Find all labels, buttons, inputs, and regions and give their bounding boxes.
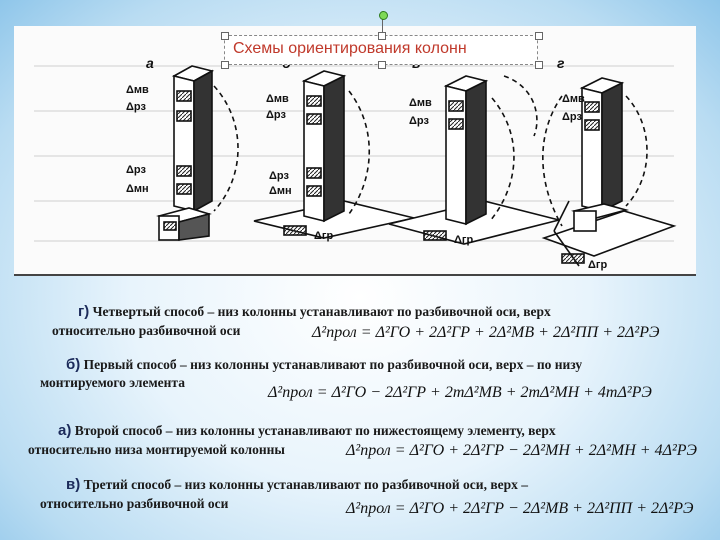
resize-handle-b[interactable] (378, 61, 386, 69)
resize-handle-br[interactable] (535, 61, 543, 69)
item-g-marker: г) (78, 303, 90, 320)
resize-handle-tr[interactable] (535, 32, 543, 40)
label-v-mv: Δмв (409, 97, 432, 109)
slide-title: Схемы ориентирования колонн (233, 40, 467, 57)
label-b-rz2: Δрз (269, 170, 289, 182)
item-v-line1 (66, 476, 528, 493)
label-b-gr: Δгр (314, 230, 334, 242)
item-b-line2: монтируемого элемента (40, 375, 185, 390)
item-v-text: Третий способ – низ колонны устанавливают по разбивочной оси, верх – (83, 477, 528, 492)
label-a-rz: Δрз (126, 101, 146, 113)
label-b-rz: Δрз (266, 109, 286, 121)
label-g-mv: Δмв (562, 93, 585, 105)
formula-b: Δ²прол = Δ²ГО − 2Δ²ГР + 2mΔ²МВ + 2mΔ²МН + 4mΔ²РЭ (268, 384, 652, 401)
resize-handle-bl[interactable] (221, 61, 229, 69)
label-v-gr: Δгр (454, 234, 474, 246)
label-b-mn: Δмн (269, 185, 292, 197)
item-v-line2: относительно разбивочной оси (40, 496, 229, 511)
resize-handle-t[interactable] (378, 32, 386, 40)
item-a-text: Второй способ – низ колонны устанавливают по нижестоящему элементу, верх (74, 423, 556, 438)
item-g-text: Четвертый способ – низ колонны устанавливают по разбивочной оси, верх (92, 304, 551, 319)
formula-g: Δ²прол = Δ²ГО + 2Δ²ГР + 2Δ²МВ + 2Δ²ПП + 2Δ²РЭ (312, 324, 660, 341)
label-b-mv: Δмв (266, 93, 289, 105)
item-a-line1 (58, 422, 556, 439)
label-a-rz2: Δрз (126, 164, 146, 176)
label-g-rz: Δрз (562, 111, 582, 123)
label-g: г (557, 55, 565, 71)
resize-handle-tl[interactable] (221, 32, 229, 40)
label-a-mn: Δмн (126, 183, 149, 195)
formula-a: Δ²прол = Δ²ГО + 2Δ²ГР − 2Δ²МН + 2Δ²МН + 4Δ²РЭ (346, 442, 698, 459)
label-g-gr: Δгр (588, 259, 608, 271)
label-a-mv: Δмв (126, 84, 149, 96)
item-g-line1 (78, 303, 551, 320)
item-b-marker: б) (66, 356, 81, 373)
item-b-line1 (66, 356, 582, 373)
item-v-marker: в) (66, 476, 81, 493)
column-a (159, 66, 238, 240)
label-a: а (146, 55, 154, 71)
formula-v: Δ²прол = Δ²ГО + 2Δ²ГР − 2Δ²МВ + 2Δ²ПП + 2Δ²РЭ (346, 500, 694, 517)
item-g-line2: относительно разбивочной оси (52, 323, 241, 338)
item-b-text: Первый способ – низ колонны устанавливают по разбивочной оси, верх – по низу (83, 357, 583, 372)
label-v-rz: Δрз (409, 115, 429, 127)
item-a-marker: а) (58, 422, 72, 439)
rotation-handle[interactable] (379, 11, 388, 20)
item-a-line2: относительно низа монтируемой колонны (28, 442, 285, 457)
column-g (543, 78, 674, 266)
